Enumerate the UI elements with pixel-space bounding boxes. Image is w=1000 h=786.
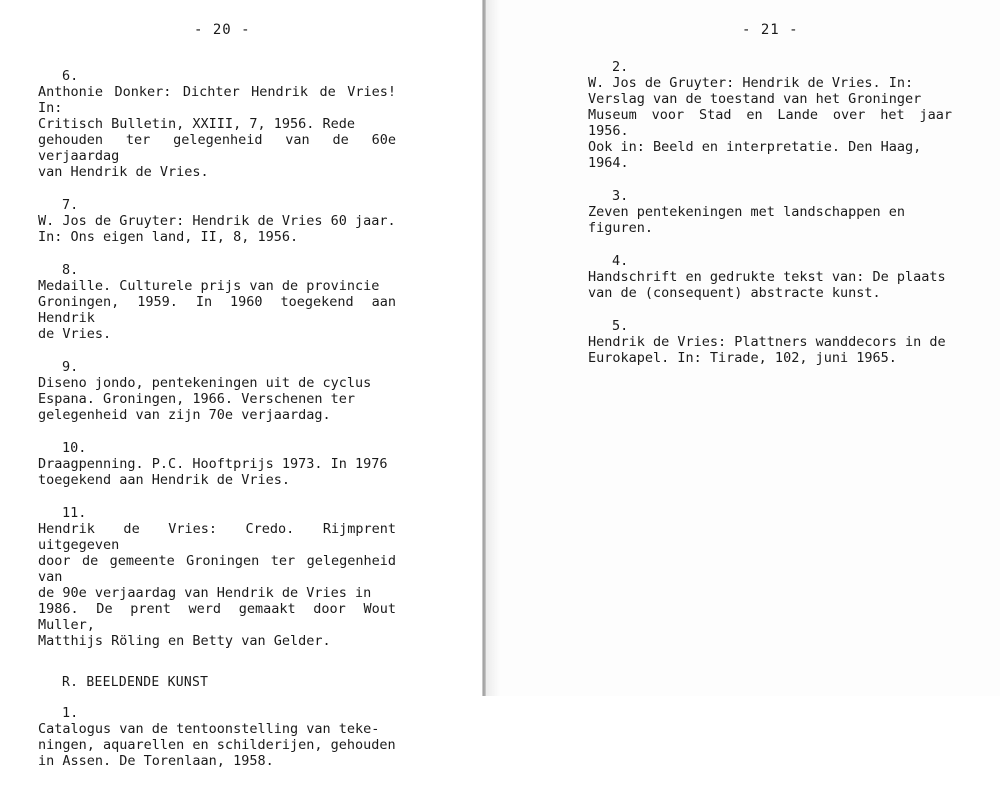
entry-number: 10. <box>62 440 87 456</box>
list-item <box>38 197 396 245</box>
page-number: - 21 - <box>742 22 799 38</box>
list-item <box>38 440 396 488</box>
entry-number: 6. <box>62 68 79 84</box>
list-item <box>588 59 952 171</box>
list-item <box>38 359 396 423</box>
entry-text: Handschrift en gedrukte tekst van: De plaats van de (consequent) abstracte kunst. <box>588 269 946 301</box>
entry-text: W. Jos de Gruyter: Hendrik de Vries. In: Verslag van de toestand van het Groninger Museum voor Stad en Lande over het jaar 1956. Ook in: Beeld en interpretatie. Den Haag, 1964. <box>588 75 952 171</box>
list-item <box>588 318 952 366</box>
entry-number: 2. <box>612 59 629 75</box>
entry-text: Catalogus van de tentoonstelling van teke- ningen, aquarellen en schilderijen, gehouden in Assen. De Torenlaan, 1958. <box>38 721 396 769</box>
entry-text: Anthonie Donker: Dichter Hendrik de Vries! In: Critisch Bulletin, XXIII, 7, 1956. Rede gehouden ter gelegenheid van de 60e verjaardag van Hendrik de Vries. <box>38 84 396 180</box>
list-item <box>588 253 952 301</box>
list-item <box>588 188 952 236</box>
list-item <box>38 505 396 649</box>
entry-number: 5. <box>612 318 629 334</box>
entry-text: Hendrik de Vries: Plattners wanddecors in de Eurokapel. In: Tirade, 102, juni 1965. <box>588 334 946 366</box>
entry-number: 8. <box>62 262 79 278</box>
entry-text: Hendrik de Vries: Credo. Rijmprent uitgegeven door de gemeente Groningen ter gelegenheid van de 90e verjaardag van Hendrik de Vries in 1986. De prent werd gemaakt door Wout Muller, Matthijs Röling en Betty van Gelder. <box>38 521 396 649</box>
entry-text: Zeven pentekeningen met landschappen en figuren. <box>588 204 905 236</box>
section-heading: R. BEELDENDE KUNST <box>62 675 209 690</box>
entry-number: 4. <box>612 253 629 269</box>
entry-number: 1. <box>62 705 79 721</box>
entry-number: 3. <box>612 188 629 204</box>
entry-text: W. Jos de Gruyter: Hendrik de Vries 60 jaar. In: Ons eigen land, II, 8, 1956. <box>38 213 396 245</box>
entry-text: Medaille. Culturele prijs van de provincie Groningen, 1959. In 1960 toegekend aan Hendrik de Vries. <box>38 278 396 342</box>
list-item <box>38 68 396 180</box>
left-page <box>0 0 484 769</box>
entry-list <box>38 68 396 786</box>
page-number: - 20 - <box>194 22 251 38</box>
entry-number: 11. <box>62 505 87 521</box>
entry-number: 7. <box>62 197 79 213</box>
right-page <box>484 0 1000 696</box>
entry-text: Diseno jondo, pentekeningen uit de cyclus Espana. Groningen, 1966. Verschenen ter gelegenheid van zijn 70e verjaardag. <box>38 375 372 423</box>
entry-list <box>588 59 952 383</box>
list-item <box>38 705 396 769</box>
entry-text: Draagpenning. P.C. Hooftprijs 1973. In 1976 toegekend aan Hendrik de Vries. <box>38 456 388 488</box>
list-item <box>38 262 396 342</box>
gutter-shadow <box>486 0 500 696</box>
entry-number: 9. <box>62 359 79 375</box>
